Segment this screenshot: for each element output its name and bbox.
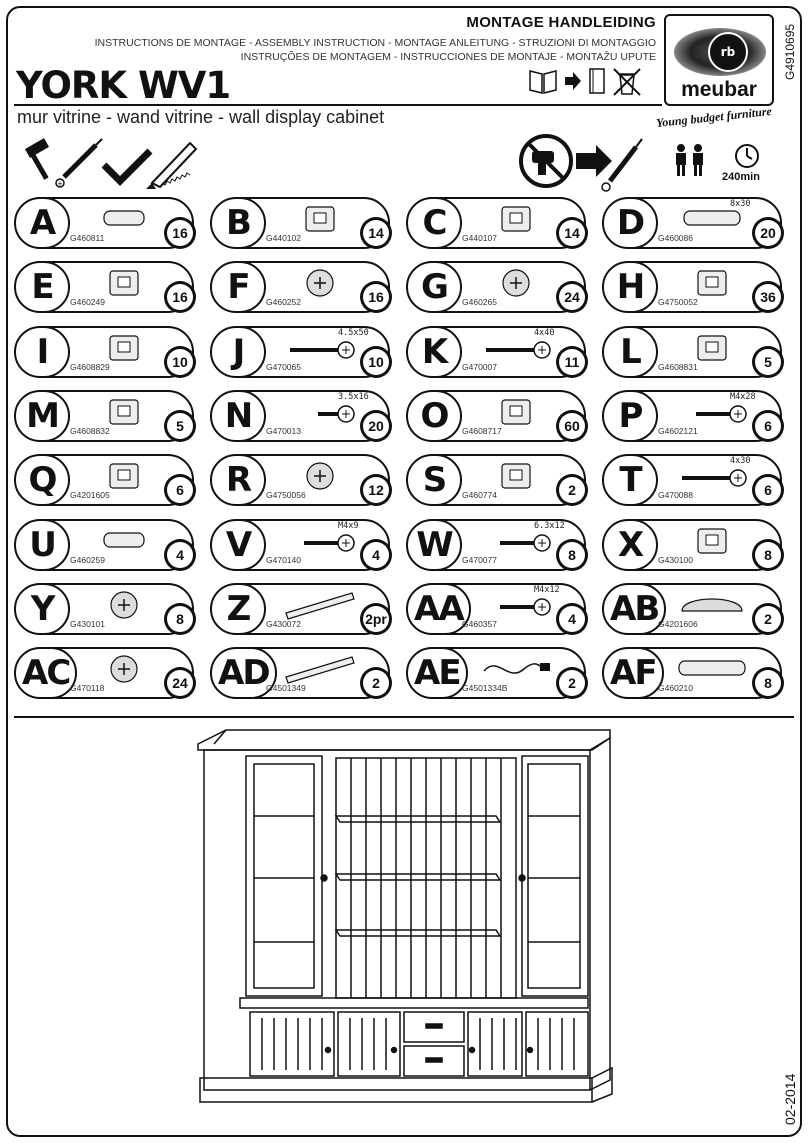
part-letter: O: [406, 390, 462, 442]
hinge-icon: [282, 201, 358, 235]
dowel-spiral-icon: [674, 265, 750, 299]
part-ad: [210, 647, 390, 699]
part-quantity: 10: [167, 349, 193, 375]
part-d: [602, 197, 782, 249]
part-letter: Y: [14, 583, 70, 635]
part-dimension: 6.3x12: [534, 520, 565, 531]
part-h: [602, 261, 782, 313]
part-quantity: 8: [755, 542, 781, 568]
part-letter: AF: [602, 647, 664, 699]
part-quantity-badge: [164, 410, 196, 442]
part-quantity-badge: [752, 603, 784, 635]
part-quantity-badge: [752, 667, 784, 699]
part-ae: [406, 647, 586, 699]
rod-icon: [674, 651, 750, 685]
manual-title: MONTAGE HANDLEIDING: [466, 14, 656, 31]
shelf-support-icon: [478, 394, 554, 428]
part-quantity: 16: [167, 220, 193, 246]
knob-base-icon: [478, 458, 554, 492]
part-code: G4750052: [658, 297, 698, 308]
part-code: G4608832: [70, 425, 110, 436]
part-dimension: 4.5x50: [338, 327, 369, 338]
part-quantity-badge: [752, 539, 784, 571]
eye-logo-icon: [674, 28, 766, 76]
document-date: 02-2014: [782, 1073, 798, 1125]
part-letter: AA: [406, 583, 471, 635]
part-code: G4201605: [70, 490, 110, 501]
part-j: [210, 326, 390, 378]
part-quantity-badge: [556, 346, 588, 378]
logo-mark: rb: [708, 32, 748, 72]
part-quantity-badge: [752, 281, 784, 313]
hammer-icon: [25, 138, 49, 180]
hinge-plate-icon: [478, 201, 554, 235]
brand-name: meubar: [681, 78, 757, 101]
two-persons: [675, 144, 704, 176]
part-v: [210, 519, 390, 571]
part-l: [602, 326, 782, 378]
part-dimension: 4x30: [730, 456, 751, 467]
part-letter: C: [406, 197, 462, 249]
peg-icon: [86, 523, 162, 557]
part-e: [14, 261, 194, 313]
part-letter: R: [210, 454, 266, 506]
part-quantity-badge: [360, 539, 392, 571]
part-code: G470013: [266, 425, 301, 436]
part-dimension: M4x12: [534, 584, 560, 595]
part-q: [14, 454, 194, 506]
part-p: [602, 390, 782, 442]
clock-icon: [733, 142, 761, 170]
part-quantity-badge: [556, 410, 588, 442]
part-quantity: 24: [559, 284, 585, 310]
cam-bolt-icon: [86, 651, 162, 685]
part-quantity-badge: [360, 603, 392, 635]
part-o: [406, 390, 586, 442]
part-code: G430101: [70, 618, 105, 629]
part-quantity: 14: [559, 220, 585, 246]
part-code: G460774: [462, 490, 497, 501]
part-quantity: 20: [363, 413, 389, 439]
part-letter: A: [14, 197, 70, 249]
part-code: G470118: [70, 683, 105, 694]
part-quantity-badge: [164, 346, 196, 378]
svg-text:+: +: [57, 180, 63, 188]
part-quantity: 2: [755, 606, 781, 632]
part-letter: AB: [602, 583, 666, 635]
part-code: G4608829: [70, 361, 110, 372]
part-letter: AE: [406, 647, 468, 699]
part-quantity-badge: [752, 217, 784, 249]
part-quantity-badge: [360, 346, 392, 378]
model-name: YORK WV1: [16, 64, 231, 107]
part-letter: T: [602, 454, 658, 506]
part-b: [210, 197, 390, 249]
part-y: [14, 583, 194, 635]
part-quantity: 24: [167, 670, 193, 696]
part-letter: Q: [14, 454, 70, 506]
rail-icon: [282, 651, 358, 685]
part-code: G4501349: [266, 683, 306, 694]
part-code: G470065: [266, 361, 301, 372]
cam-clip-icon: [478, 265, 554, 299]
clip-icon: [86, 394, 162, 428]
cabinet-illustration: [196, 728, 616, 1108]
part-letter: J: [210, 326, 266, 378]
part-code: G460357: [462, 618, 497, 629]
person-icon: [675, 144, 687, 176]
part-code: G4602121: [658, 425, 698, 436]
part-quantity-badge: [360, 474, 392, 506]
part-dimension: 3.5x16: [338, 391, 369, 402]
bracket-icon: [86, 330, 162, 364]
part-letter: I: [14, 326, 70, 378]
cable-icon: [478, 651, 554, 685]
part-quantity-badge: [556, 667, 588, 699]
hanger-icon: [674, 330, 750, 364]
header-divider: [14, 104, 662, 106]
part-quantity-badge: [752, 410, 784, 442]
part-z: [210, 583, 390, 635]
screwdriver-icon: [56, 139, 102, 188]
languages-line-2: INSTRUÇÕES DE MONTAGEM - INSTRUCCIONES DE MONTAJE - MONTAŽU UPUTE: [240, 51, 656, 63]
part-quantity-badge: [164, 281, 196, 313]
part-x: [602, 519, 782, 571]
part-quantity-badge: [360, 667, 392, 699]
part-quantity: 20: [755, 220, 781, 246]
closed-book-icon: [588, 67, 606, 95]
part-quantity: 6: [755, 477, 781, 503]
part-quantity-badge: [164, 667, 196, 699]
part-m: [14, 390, 194, 442]
part-quantity-badge: [164, 217, 196, 249]
part-letter: N: [210, 390, 266, 442]
part-quantity-badge: [164, 539, 196, 571]
part-ac: [14, 647, 194, 699]
part-aa: [406, 583, 586, 635]
part-letter: AC: [14, 647, 77, 699]
part-dimension: M4x28: [730, 391, 756, 402]
handle-icon: [674, 587, 750, 621]
cam-icon: [282, 458, 358, 492]
part-letter: X: [602, 519, 658, 571]
part-quantity: 2: [559, 670, 585, 696]
assembly-time: 240min: [722, 171, 760, 183]
saw-icon: [146, 143, 196, 189]
part-quantity-badge: [752, 474, 784, 506]
cam-icon: [282, 265, 358, 299]
part-letter: M: [14, 390, 70, 442]
part-quantity: 12: [363, 477, 389, 503]
part-quantity: 5: [755, 349, 781, 375]
part-quantity: 6: [755, 413, 781, 439]
runner-icon: [282, 587, 358, 621]
part-quantity: 14: [363, 220, 389, 246]
part-af: [602, 647, 782, 699]
no-power-drill-icon: [518, 133, 648, 193]
part-w: [406, 519, 586, 571]
part-quantity: 8: [167, 606, 193, 632]
product-subtitle: mur vitrine - wand vitrine - wall display cabinet: [17, 107, 385, 127]
part-quantity: 8: [755, 670, 781, 696]
part-u: [14, 519, 194, 571]
part-letter: B: [210, 197, 266, 249]
part-quantity: 2: [559, 477, 585, 503]
part-quantity: 60: [559, 413, 585, 439]
brand-tagline: Young budget furniture: [655, 103, 773, 131]
part-code: G4608717: [462, 425, 502, 436]
dowel-icon: [86, 201, 162, 235]
square-icon: [104, 151, 150, 181]
part-quantity: 5: [167, 413, 193, 439]
part-dimension: 4x40: [534, 327, 555, 338]
manual-icons: [528, 67, 642, 97]
part-code: G460252: [266, 297, 301, 308]
part-letter: AD: [210, 647, 277, 699]
part-code: G460265: [462, 297, 497, 308]
person-icon: [692, 144, 704, 176]
cam-icon: [86, 587, 162, 621]
lock-plate-icon: [86, 458, 162, 492]
part-quantity: 2: [363, 670, 389, 696]
part-letter: W: [406, 519, 462, 571]
part-letter: G: [406, 261, 462, 313]
part-code: G460210: [658, 683, 693, 694]
part-code: G460811: [70, 233, 105, 243]
part-quantity-badge: [556, 281, 588, 313]
part-quantity-badge: [360, 410, 392, 442]
part-quantity-badge: [556, 217, 588, 249]
part-quantity-badge: [360, 281, 392, 313]
part-f: [210, 261, 390, 313]
part-quantity: 36: [755, 284, 781, 310]
connector-icon: [674, 523, 750, 557]
part-code: G470140: [266, 554, 301, 565]
part-quantity-badge: [556, 539, 588, 571]
part-code: G440102: [266, 233, 301, 243]
brand-logo: [664, 14, 774, 106]
part-code: G4201606: [658, 618, 698, 629]
part-c: [406, 197, 586, 249]
open-book-icon: [528, 67, 558, 95]
part-code: G4501334B: [462, 683, 508, 694]
part-quantity-badge: [556, 603, 588, 635]
part-code: G470077: [462, 554, 497, 565]
part-letter: F: [210, 261, 266, 313]
part-quantity: 6: [167, 477, 193, 503]
part-quantity-badge: [164, 474, 196, 506]
part-a: [14, 197, 194, 249]
part-code: G4608831: [658, 361, 698, 372]
part-code: G430100: [658, 554, 693, 565]
part-code: G460086: [658, 233, 693, 243]
part-code: G470007: [462, 361, 497, 372]
part-code: G460259: [70, 554, 105, 565]
part-code: G430072: [266, 618, 301, 629]
part-code: G4750056: [266, 490, 306, 501]
part-letter: P: [602, 390, 658, 442]
part-r: [210, 454, 390, 506]
part-letter: S: [406, 454, 462, 506]
part-quantity-badge: [164, 603, 196, 635]
part-code: G440107: [462, 233, 497, 243]
languages-line-1: INSTRUCTIONS DE MONTAGE - ASSEMBLY INSTRUCTION - MONTAGE ANLEITUNG - STRUZIONI DI MONTAGGIO: [94, 37, 656, 49]
part-letter: E: [14, 261, 70, 313]
part-s: [406, 454, 586, 506]
part-letter: D: [602, 197, 658, 249]
part-dimension: 8x30: [730, 199, 751, 209]
part-quantity: 11: [559, 349, 585, 375]
part-quantity: 4: [167, 542, 193, 568]
part-quantity: 2pr: [363, 606, 389, 632]
part-quantity-badge: [360, 217, 392, 249]
part-letter: U: [14, 519, 70, 571]
part-quantity-badge: [752, 346, 784, 378]
part-letter: V: [210, 519, 266, 571]
bolt-icon: [86, 265, 162, 299]
section-divider: [14, 716, 794, 718]
part-letter: K: [406, 326, 462, 378]
part-dimension: M4x9: [338, 520, 359, 531]
part-code: G460249: [70, 297, 105, 308]
part-g: [406, 261, 586, 313]
part-letter: H: [602, 261, 658, 313]
part-k: [406, 326, 586, 378]
part-letter: Z: [210, 583, 266, 635]
part-ab: [602, 583, 782, 635]
part-i: [14, 326, 194, 378]
part-code: G470088: [658, 490, 693, 501]
arrow-right-icon: [564, 67, 582, 95]
part-quantity: 16: [363, 284, 389, 310]
document-number: G4910695: [783, 23, 797, 80]
no-trash-icon: [612, 67, 642, 97]
part-quantity: 16: [167, 284, 193, 310]
part-n: [210, 390, 390, 442]
part-quantity: 10: [363, 349, 389, 375]
part-quantity: 4: [559, 606, 585, 632]
part-t: [602, 454, 782, 506]
part-quantity-badge: [556, 474, 588, 506]
part-quantity: 8: [559, 542, 585, 568]
part-letter: L: [602, 326, 658, 378]
part-quantity: 4: [363, 542, 389, 568]
required-tools: [22, 135, 202, 190]
